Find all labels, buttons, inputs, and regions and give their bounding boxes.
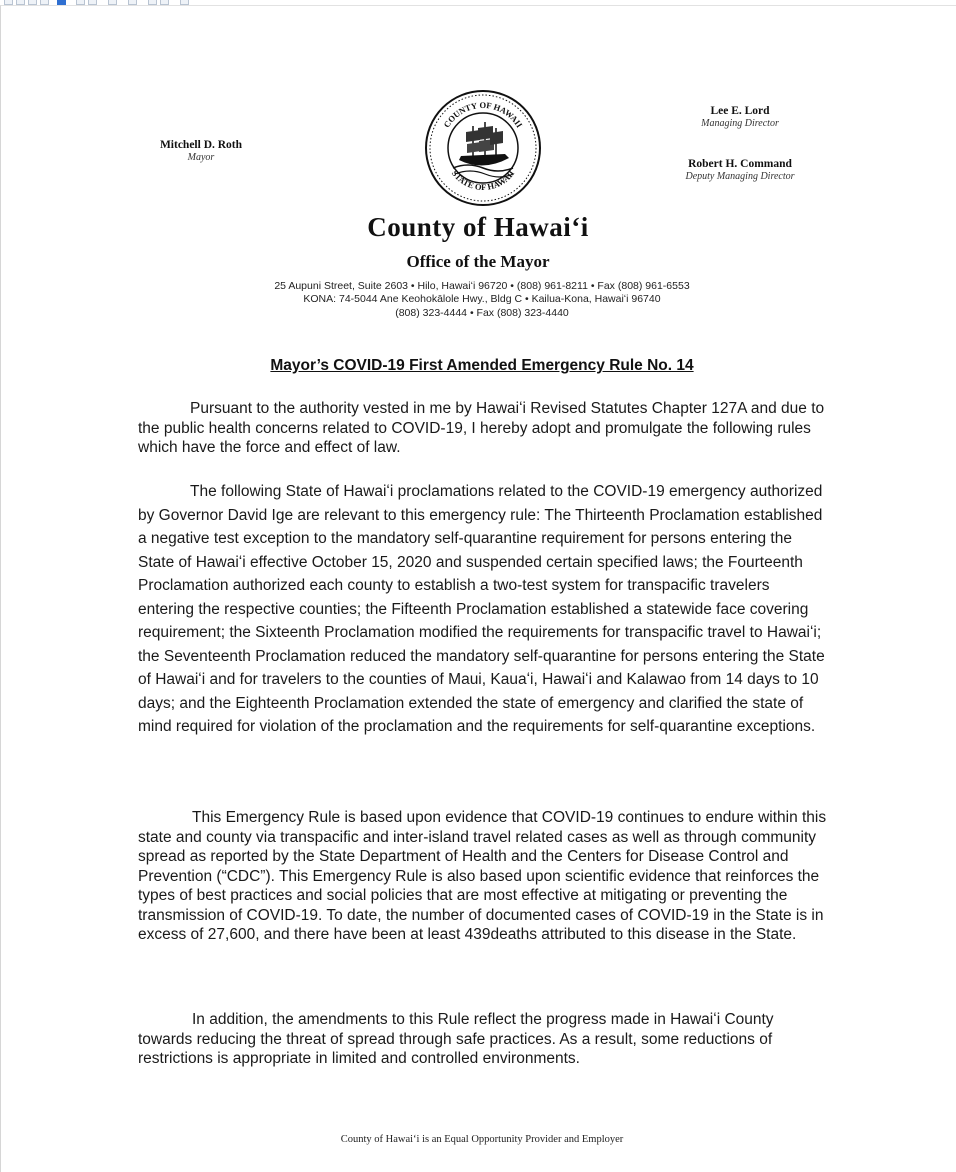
footer-equal-opportunity: County of Hawaiʻi is an Equal Opportunity Provider and Employer <box>340 1134 624 1145</box>
deputy-managing-director-title: Deputy Managing Director <box>685 171 795 182</box>
paragraph-authority: Pursuant to the authority vested in me by Hawaiʻi Revised Statutes Chapter 127A and due to the public health concerns related to COVID-19, I hereby adopt and promulgate the following rules which have the force and effect of law. <box>138 400 825 456</box>
address-line-kona-phone: (808) 323-4444 • Fax (808) 323-4440 <box>395 307 569 319</box>
seal-top-text: COUNTY OF HAWAII <box>441 99 525 130</box>
ship-icon <box>453 122 513 177</box>
address-line-hilo: 25 Aupuni Street, Suite 2603 • Hilo, Hawaiʻi 96720 • (808) 961-8211 • Fax (808) 961-6553 <box>274 280 690 292</box>
rule-title: Mayor’s COVID-19 First Amended Emergency Rule No. 14 <box>270 357 694 374</box>
managing-director-title: Managing Director <box>701 118 779 129</box>
mayor-name: Mitchell D. Roth <box>159 139 243 151</box>
mayor-block <box>136 138 266 164</box>
mayor-title: Mayor <box>187 152 215 163</box>
paragraph-evidence: This Emergency Rule is based upon evidence that COVID-19 continues to endure within this state and county via transpacific and inter-island travel related cases as well as through community spread as reported by the State Department of Health and the Centers for Disease Control and Prevention (“CDC”). This Emergency Rule is also based upon scientific evidence that reinforces the types of best practices and social policies that are most effective at mitigating or preventing the transmission of COVID-19. To date, the number of documented cases of COVID-19 in the State is in excess of 27,600, and there have been at least 439deaths attributed to this disease in the State. <box>138 809 827 943</box>
county-seal-icon <box>423 88 543 208</box>
managing-director-block <box>665 104 815 130</box>
managing-director-name: Lee E. Lord <box>710 105 770 117</box>
deputy-managing-director-name: Robert H. Command <box>688 158 792 170</box>
svg-text:STATE OF HAWAII <box>450 168 517 192</box>
county-name-heading: County of Hawaiʻi <box>367 212 589 242</box>
paragraph-proclamations: The following State of Hawaiʻi proclamations related to the COVID-19 emergency authorized by Governor David Ige are relevant to this emergency rule: The Thirteenth Proclamation established a negative test exception to the mandatory self-quarantine requirement for persons entering the State of Hawaiʻi effective October 15, 2020 and suspended certain specified laws; the Fourteenth Proclamation authorized each county to establish a two-test system for transpacific travelers entering the respective counties; the Fifteenth Proclamation established a statewide face covering requirement; the Sixteenth Proclamation modified the requirements for transpacific travel to Hawaiʻi; the Seventeenth Proclamation reduced the mandatory self-quarantine for persons entering the State of Hawaiʻi and for travelers to the counties of Maui, Kauaʻi, Hawaiʻi and Kalawao from 14 days to 10 days; and the Eighteenth Proclamation extended the state of emergency and clarified the state of mind required for violation of the proclamation and the requirements for self-quarantine exceptions. <box>138 483 825 735</box>
seal-bottom-text: STATE OF HAWAII <box>449 168 517 193</box>
address-line-kona: KONA: 74-5044 Ane Keohokālole Hwy., Bldg C • Kailua-Kona, Hawaiʻi 96740 <box>303 293 661 305</box>
deputy-managing-director-block <box>665 157 815 183</box>
paragraph-amendments: In addition, the amendments to this Rule reflect the progress made in Hawaiʻi County towards reducing the threat of spread through safe practices. As a result, some reductions of restrictions is appropriate in limited and controlled environments. <box>138 1011 774 1067</box>
office-name-heading: Office of the Mayor <box>406 252 550 271</box>
